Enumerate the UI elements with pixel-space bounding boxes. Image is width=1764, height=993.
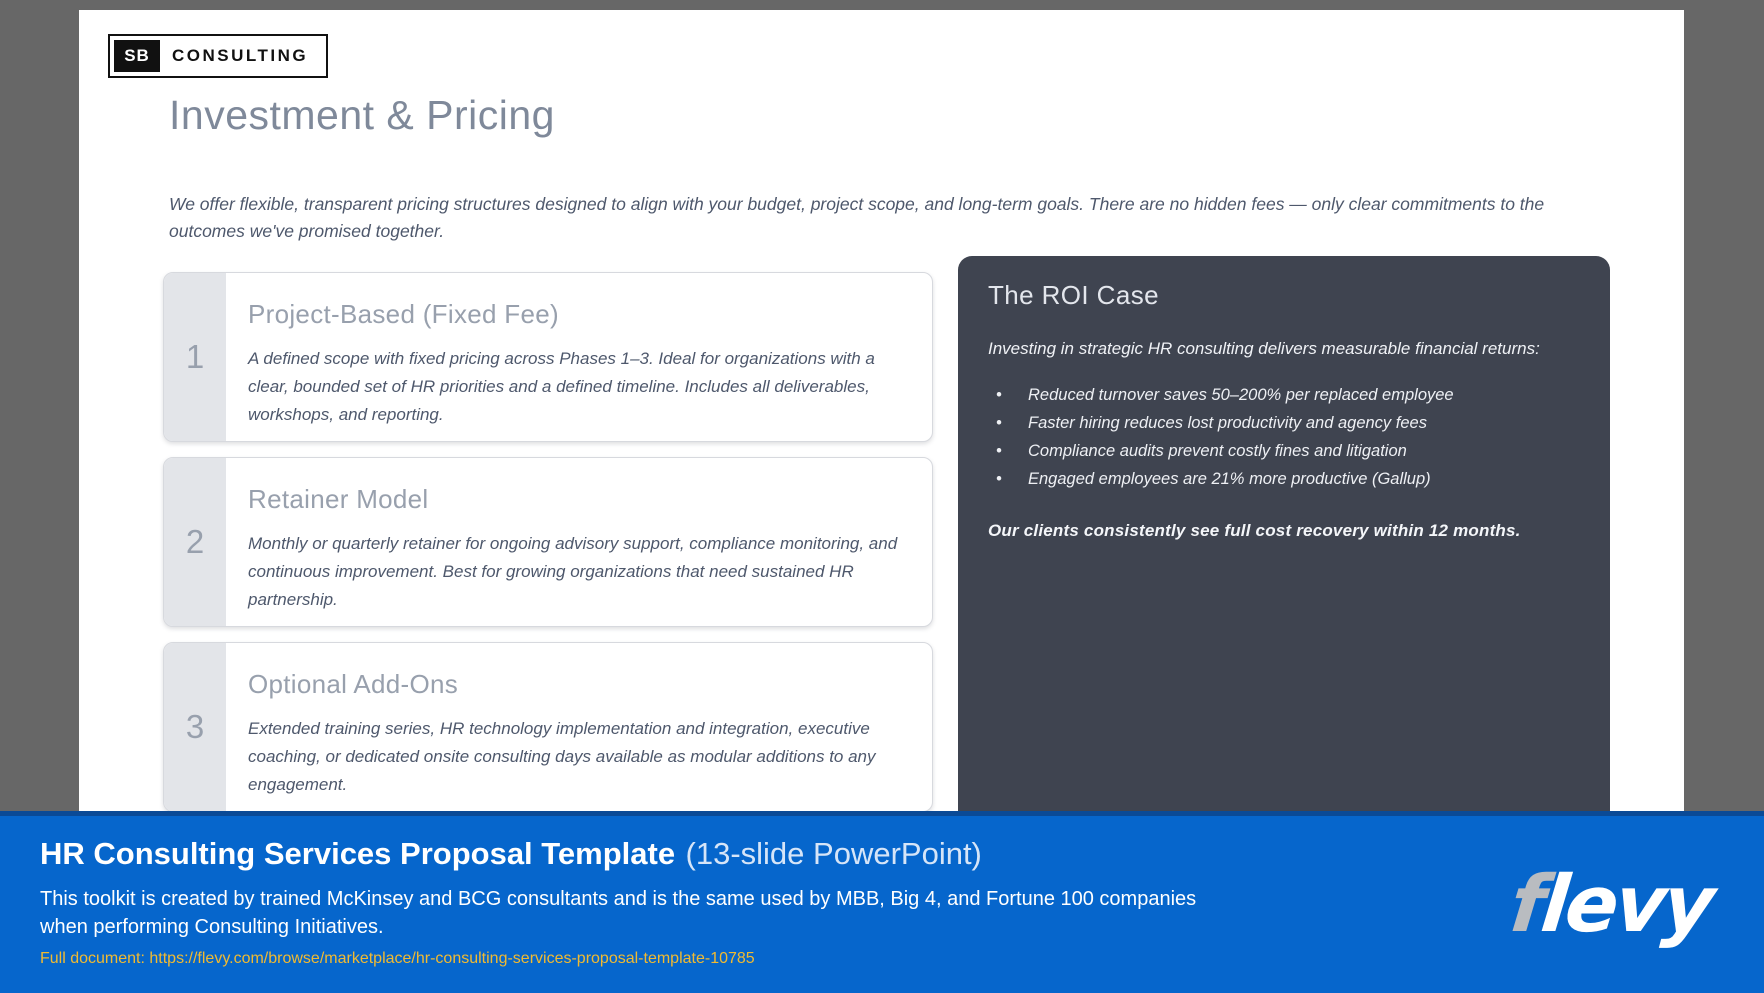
product-title: HR Consulting Services Proposal Template — [40, 836, 676, 871]
roi-bullet: • Faster hiring reduces lost productivity and agency fees — [988, 409, 1580, 437]
roi-conclusion-text: Our clients consistently see full cost recovery within 12 months. — [988, 521, 1521, 540]
product-description: This toolkit is created by trained McKinsey and BCG consultants and is the same used by MBB, Big 4, and Fortune 100 companies when performing Consulting Initiatives. — [40, 888, 1197, 938]
option-description: Extended training series, HR technology implementation and integration, executive coaching, or dedicated onsite consulting days available as modular additions to any engagement. — [248, 719, 876, 794]
roi-bullet: • Compliance audits prevent costly fines and litigation — [988, 437, 1580, 465]
option-title: Optional Add-Ons — [248, 669, 459, 699]
slide-intro-text: We offer flexible, transparent pricing structures designed to align with your budget, project scope, and long-term goals. There are no hidden fees — only clear commitments to the outcomes we've promised together. — [169, 194, 1545, 241]
pricing-option-card-1 — [163, 272, 933, 442]
flevy-logo-levy: levy — [1536, 859, 1716, 950]
option-title: Project-Based (Fixed Fee) — [248, 299, 559, 329]
option-description: A defined scope with fixed pricing across Phases 1–3. Ideal for organizations with a clear, bounded set of HR priorities and a defined timeline. Includes all deliverables, workshops, and reporting. — [248, 349, 875, 424]
full-document-label: Full document: — [40, 950, 150, 967]
option-title: Retainer Model — [248, 484, 429, 514]
document-link[interactable]: https://flevy.com/browse/marketplace/hr-consulting-services-proposal-template-10785 — [149, 950, 755, 967]
slide-title: Investment & Pricing — [169, 92, 555, 138]
option-content — [226, 458, 932, 626]
option-number: 3 — [164, 643, 226, 811]
promo-banner-text — [40, 816, 1300, 993]
pricing-option-card-3 — [163, 642, 933, 812]
logo-initials-badge: SB — [114, 40, 160, 72]
roi-panel-title: The ROI Case — [988, 280, 1159, 310]
option-description: Monthly or quarterly retainer for ongoing advisory support, compliance monitoring, and continuous improvement. Best for growing organizations that need sustained HR partnership. — [248, 534, 898, 609]
roi-bullet: • Engaged employees are 21% more productive (Gallup) — [988, 465, 1580, 493]
product-title-row — [40, 836, 1300, 872]
flevy-logo-f: f — [1506, 859, 1547, 950]
roi-intro-text: Investing in strategic HR consulting delivers measurable financial returns: — [988, 339, 1540, 358]
full-document-line — [40, 950, 1300, 968]
flevy-logo — [1506, 859, 1723, 950]
company-logo — [108, 34, 328, 78]
option-number: 1 — [164, 273, 226, 441]
option-content — [226, 273, 932, 441]
logo-company-name: CONSULTING — [172, 46, 309, 65]
roi-bullet: • Reduced turnover saves 50–200% per replaced employee — [988, 381, 1580, 409]
product-format: (13-slide PowerPoint) — [685, 836, 982, 871]
option-content — [226, 643, 932, 811]
promo-banner — [0, 811, 1764, 993]
pricing-option-card-2 — [163, 457, 933, 627]
roi-bullet-list — [988, 381, 1580, 493]
roi-case-panel — [958, 256, 1610, 826]
option-number: 2 — [164, 458, 226, 626]
pricing-options-list — [163, 272, 933, 812]
